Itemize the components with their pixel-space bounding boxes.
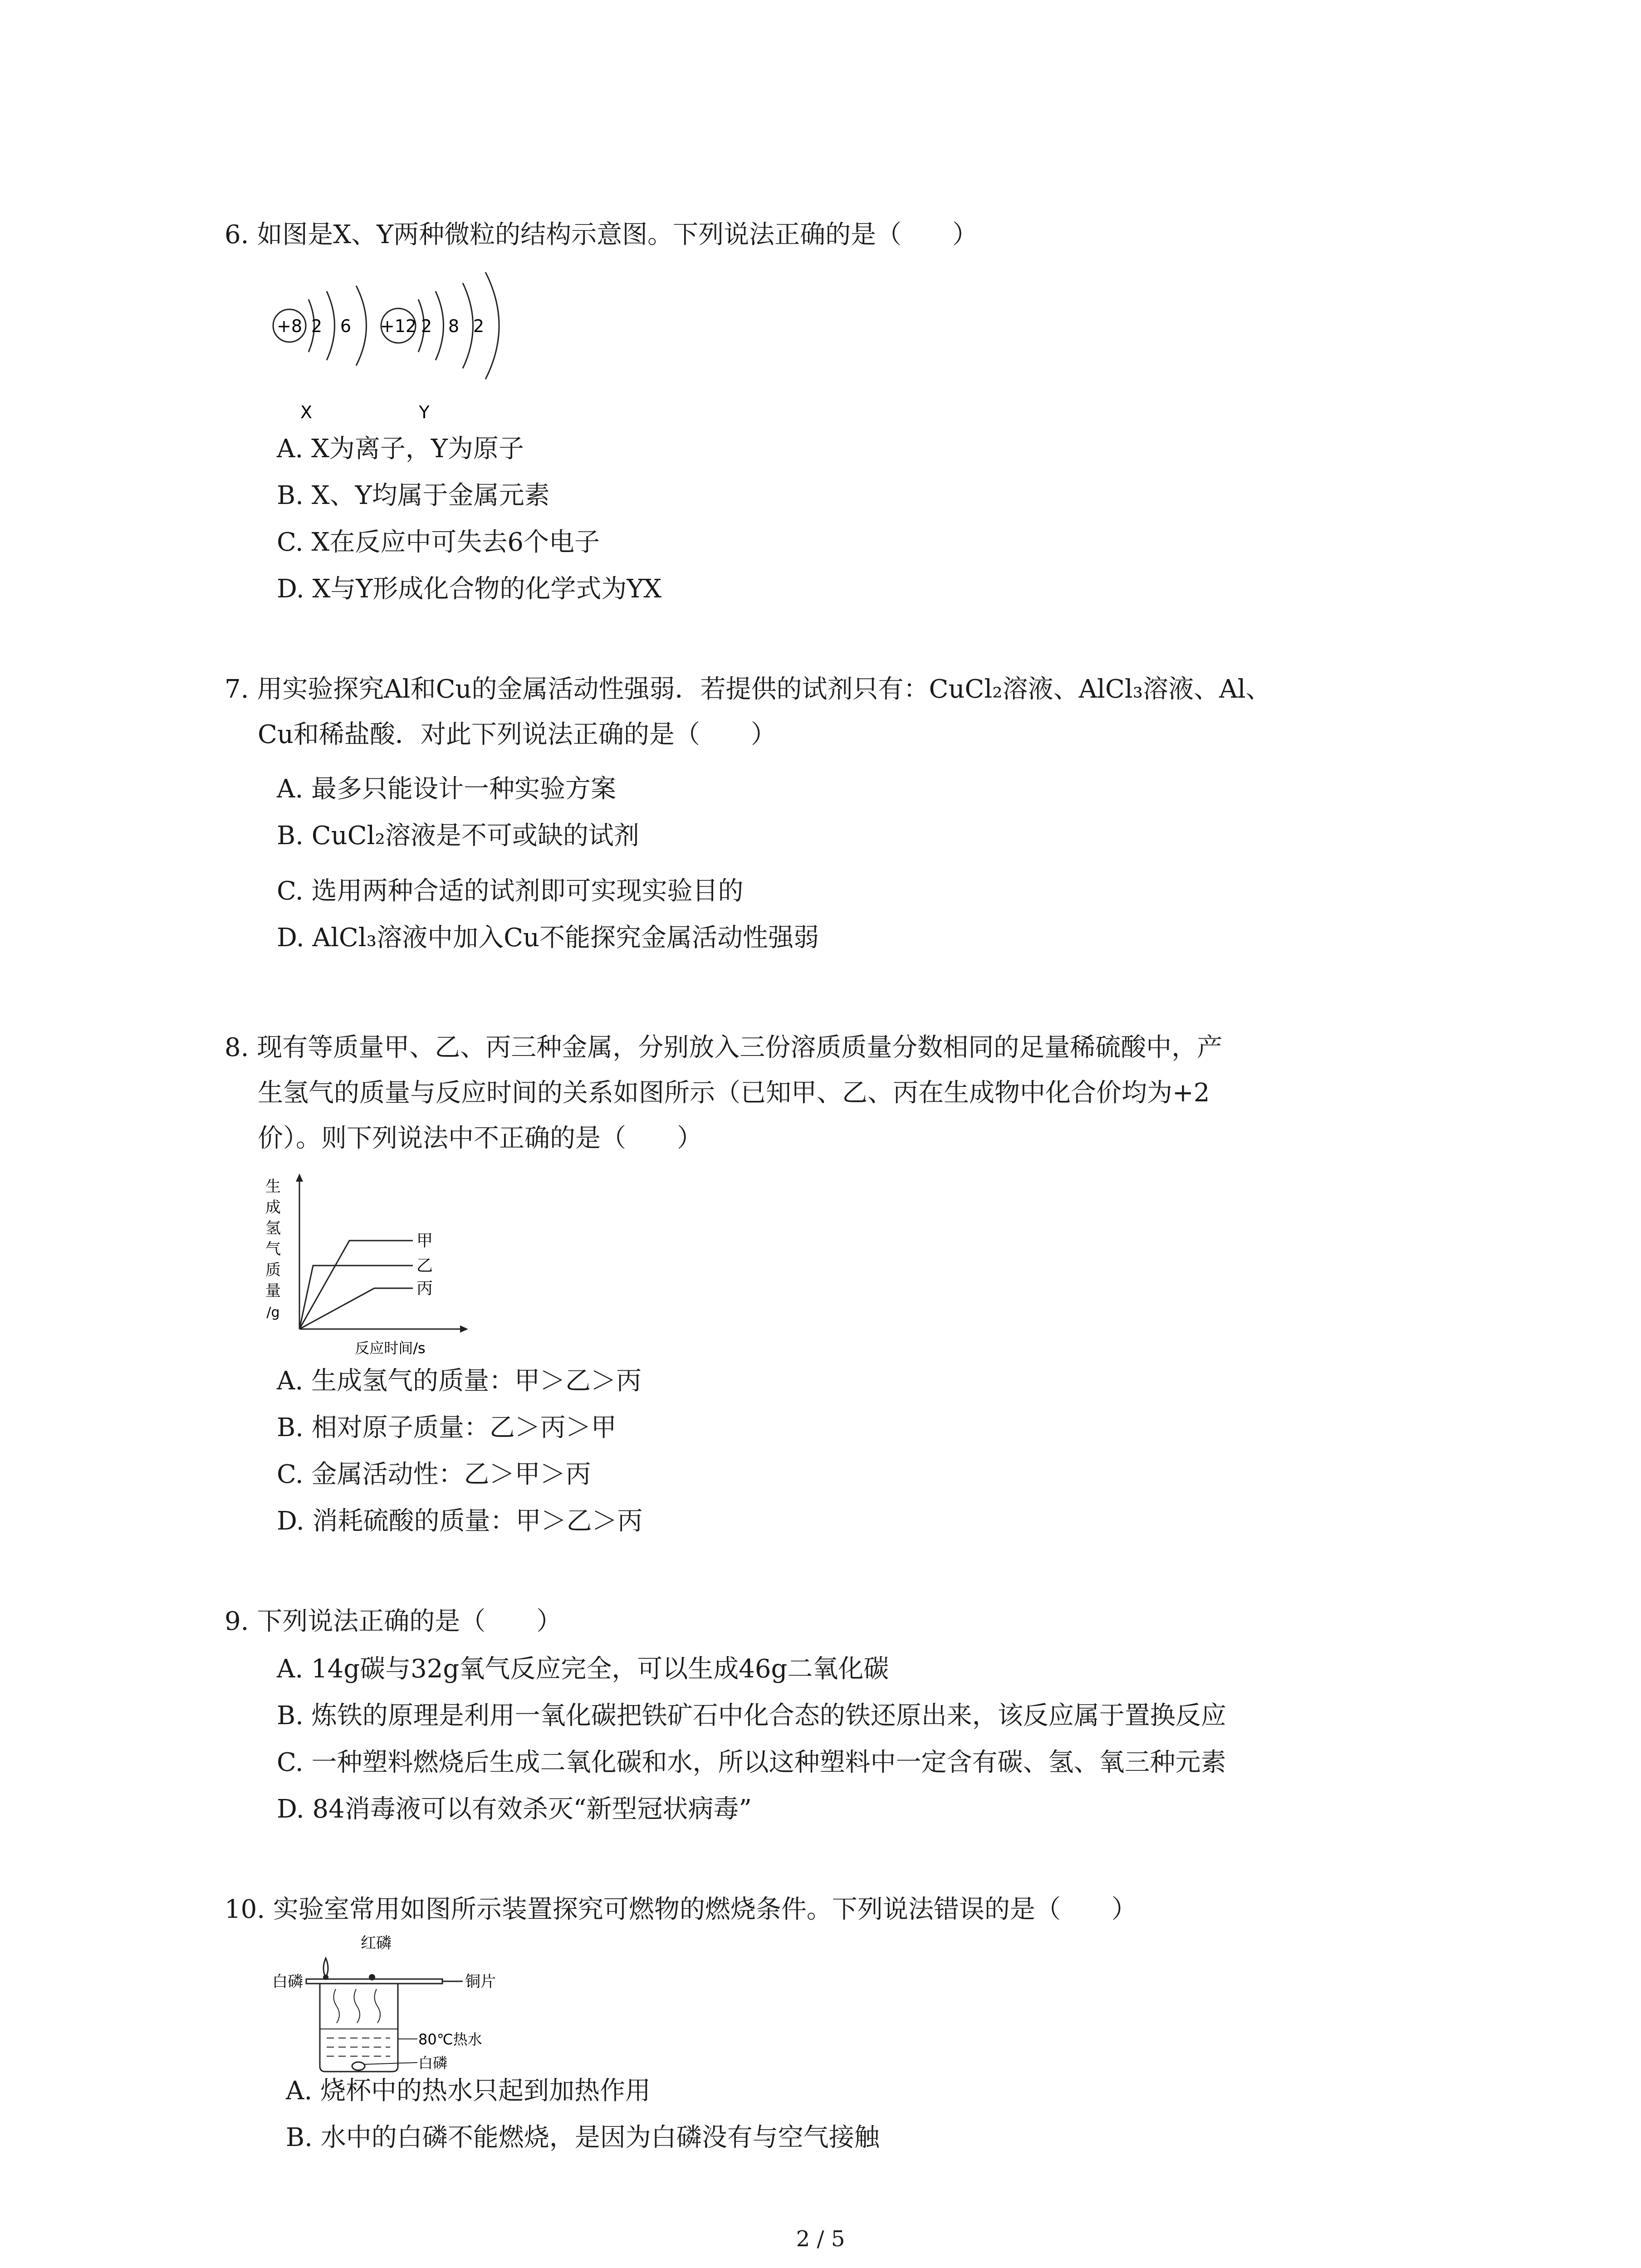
question-9 [225, 1599, 1450, 1644]
y-shell-2: 8 [448, 316, 460, 336]
ylabel-char-1: 生 [265, 1178, 281, 1196]
question-6 [225, 212, 1450, 258]
q7-option-a: A. 最多只能设计一种实验方案 [277, 774, 617, 804]
q8-option-b: B. 相对原子质量：乙＞丙＞甲 [277, 1413, 617, 1442]
combustion-apparatus-diagram [272, 1930, 526, 2080]
label-hot-water: 80℃热水 [418, 2031, 482, 2048]
question-7 [225, 667, 1450, 758]
series-label-bing: 丙 [416, 1279, 433, 1298]
series-bing-line [299, 1288, 413, 1329]
q6-option-a: A. X为离子，Y为原子 [277, 434, 524, 464]
ylabel-char-3: 氢 [265, 1219, 281, 1237]
q10-option-b: B. 水中的白磷不能燃烧，是因为白磷没有与空气接触 [286, 2123, 880, 2152]
label-white-phosphorus-top: 白磷 [272, 1973, 303, 1991]
x-shell-2: 6 [340, 316, 352, 336]
question-8 [225, 1025, 1450, 1161]
question-10-stem: 10. 实验室常用如图所示装置探究可燃物的燃烧条件。下列说法错误的是（ ） [225, 1895, 1137, 1924]
red-phosphorus [369, 1974, 375, 1980]
q8-option-c: C. 金属活动性：乙＞甲＞丙 [277, 1460, 591, 1489]
atomic-structure-diagram [263, 254, 517, 431]
q9-option-c: C. 一种塑料燃烧后生成二氧化碳和水，所以这种塑料中一定含有碳、氢、氧三种元素 [277, 1748, 1226, 1777]
x-nucleus-charge: +8 [276, 316, 303, 336]
y-nucleus-charge: +12 [380, 316, 417, 336]
series-jia-line [299, 1241, 413, 1329]
q6-option-b: B. X、Y均属于金属元素 [277, 481, 550, 510]
q10-option-a: A. 烧杯中的热水只起到加热作用 [286, 2076, 651, 2106]
label-copper-plate: 铜片 [465, 1973, 496, 1991]
ylabel-char-2: 成 [265, 1198, 281, 1217]
q7-option-c: C. 选用两种合适的试剂即可实现实验目的 [277, 876, 744, 906]
question-7-stem-line-1: 7. 用实验探究Al和Cu的金属活动性强弱．若提供的试剂只有：CuCl₂溶液、AlCl₃溶液、Al、 [225, 675, 1271, 704]
y-axis-arrow [296, 1173, 303, 1182]
x-axis-arrow [460, 1325, 468, 1333]
y-label: Y [419, 402, 430, 422]
x-shell-1: 2 [311, 316, 323, 336]
ylabel-char-4: 气 [265, 1240, 281, 1258]
question-8-stem-line-3: 价）。则下列说法中不正确的是（ ） [258, 1124, 702, 1153]
beaker [320, 1984, 398, 2072]
question-9-stem: 9. 下列说法正确的是（ ） [225, 1607, 562, 1636]
q8-option-a: A. 生成氢气的质量：甲＞乙＞丙 [277, 1366, 642, 1396]
q7-option-b: B. CuCl₂溶液是不可或缺的试剂 [277, 821, 639, 850]
q9-option-d: D. 84消毒液可以有效杀灭“新型冠状病毒” [277, 1794, 752, 1824]
label-red-phosphorus: 红磷 [361, 1934, 392, 1952]
ylabel-char-7: /g [266, 1305, 280, 1320]
question-8-stem-line-2: 生氢气的质量与反应时间的关系如图所示（已知甲、乙、丙在生成物中化合价均为+2 [258, 1078, 1210, 1108]
page-number: 2 / 5 [796, 2226, 845, 2252]
hydrogen-mass-chart [263, 1173, 490, 1363]
q6-option-d: D. X与Y形成化合物的化学式为YX [277, 574, 662, 604]
x-label: X [300, 402, 313, 422]
question-6-stem: 6. 如图是X、Y两种微粒的结构示意图。下列说法正确的是（ ） [225, 220, 978, 249]
q7-option-d: D. AlCl₃溶液中加入Cu不能探究金属活动性强弱 [277, 923, 819, 953]
q9-option-a: A. 14g碳与32g氧气反应完全，可以生成46g二氧化碳 [277, 1654, 889, 1684]
series-label-jia: 甲 [416, 1232, 433, 1250]
ylabel-char-6: 量 [265, 1282, 281, 1300]
question-7-stem-line-2: Cu和稀盐酸．对此下列说法正确的是（ ） [258, 720, 776, 749]
q9-option-b: B. 炼铁的原理是利用一氧化碳把铁矿石中化合态的铁还原出来，该反应属于置换反应 [277, 1701, 1226, 1730]
q6-option-c: C. X在反应中可失去6个电子 [277, 528, 600, 557]
ylabel-char-5: 质 [265, 1261, 281, 1279]
series-label-yi: 乙 [416, 1256, 433, 1275]
question-8-stem-line-1: 8. 现有等质量甲、乙、丙三种金属，分别放入三份溶质质量分数相同的足量稀硫酸中，产 [225, 1033, 1223, 1062]
label-white-phosphorus-water: 白磷 [418, 2054, 448, 2072]
y-shell-1: 2 [421, 316, 432, 336]
x-axis-label: 反应时间/s [355, 1339, 426, 1357]
q8-option-d: D. 消耗硫酸的质量：甲＞乙＞丙 [277, 1506, 643, 1536]
question-10 [225, 1887, 1450, 1932]
y-shell-3: 2 [473, 316, 485, 336]
